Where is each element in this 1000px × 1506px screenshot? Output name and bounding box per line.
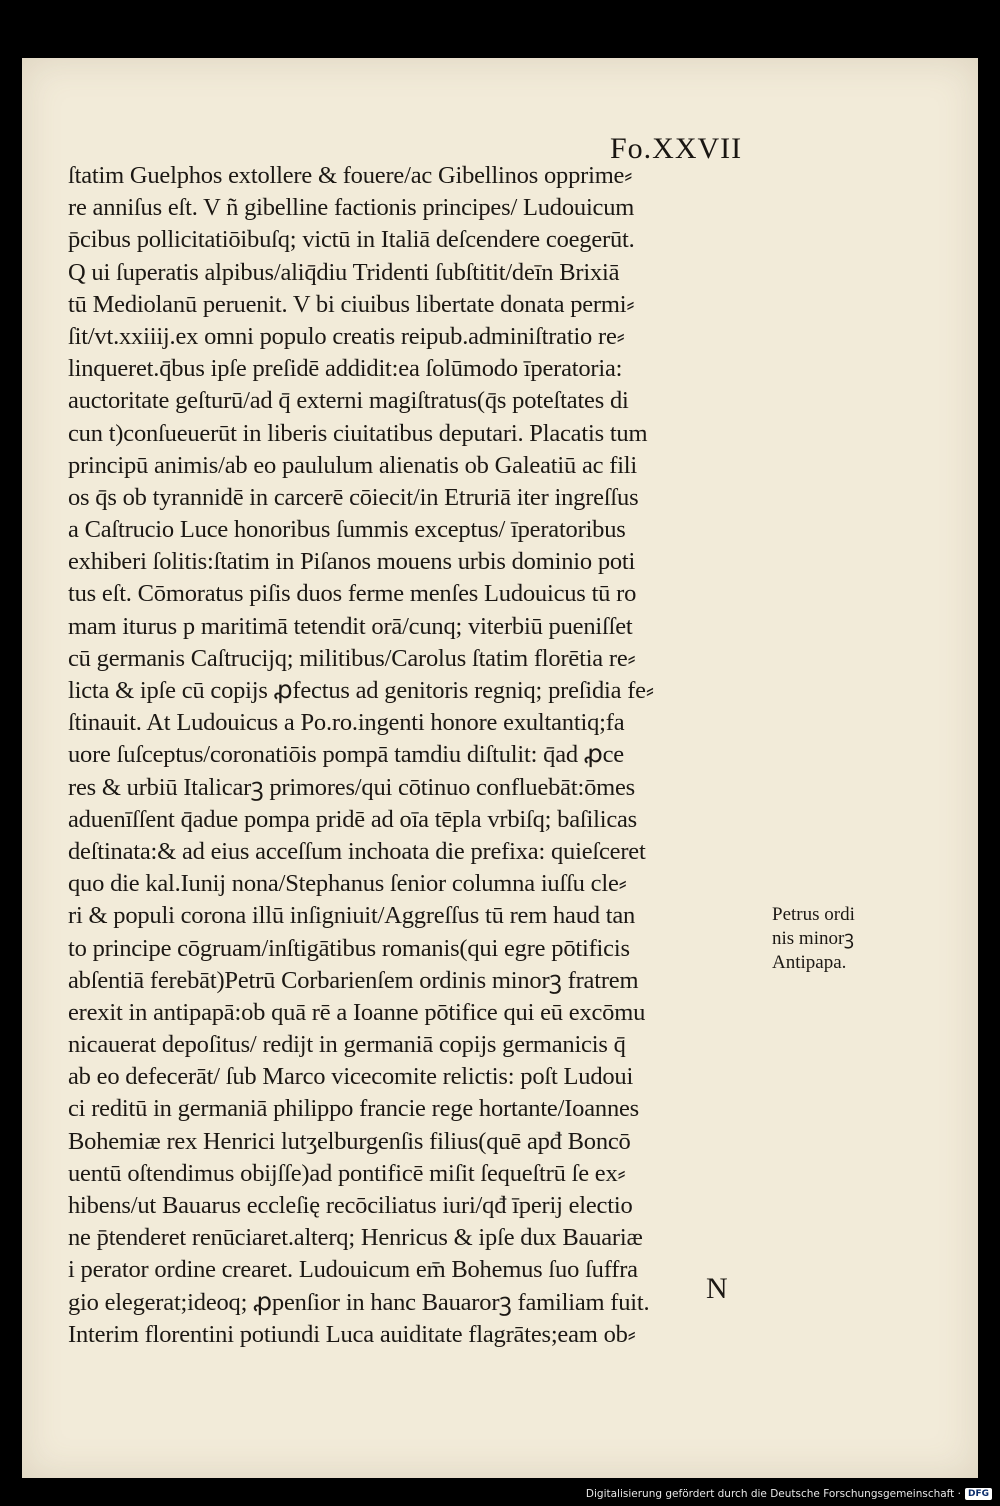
text-line: os q̄s ob tyrannidē in carcerē cōiecit/in Etruriā iter ingreſſus — [68, 483, 639, 511]
footer-text: Digitalisierung gefördert durch die Deutsche Forschungsgemeinschaft · — [585, 1488, 961, 1500]
text-line: Q ui ſuperatis alpibus/aliq̄diu Tridenti ſubſtitit/deīn Brixiā — [68, 258, 620, 286]
dfg-logo: DFG — [965, 1488, 992, 1500]
text-line: ab eo defecerāt/ ſub Marco vicecomite relictis: poſt Ludoui — [68, 1063, 634, 1091]
text-line: hibens/ut Bauarus eccleſię recōciliatus iuri/qđ īperij electio — [68, 1192, 633, 1219]
footer — [586, 1486, 992, 1502]
text-line: erexit in antipapā:ob quā rē a Ioanne pōtifice qui eū excōmu — [68, 998, 646, 1026]
text-line: auctoritate geſturū/ad q̄ externi magiſtratus(q̄s poteſtates di — [68, 387, 629, 415]
text-line: exhiberi ſolitis:ſtatim in Piſanos mouens urbis dominio poti — [68, 548, 636, 576]
text-line: uentū oſtendimus obijſſe)ad pontificē miſit ſequeſtrū ſe ex⸗ — [68, 1159, 626, 1187]
text-line: ne p̄tenderet renūciaret.alterq; Henricus & ipſe dux Bauariæ — [68, 1224, 643, 1252]
text-line: gio elegerat;ideoq; ꝓpenſior in hanc Bauarorꝫ familiam fuit. — [68, 1288, 650, 1316]
text-line: ri & populi corona illū inſigniuit/Aggreſſus tū rem haud tan — [68, 902, 636, 930]
margin-note-line: nis minorꝫ — [772, 928, 855, 949]
text-line: linqueret.q̄bus ipſe preſidē addidit:ea ſolūmodo īperatoria: — [68, 355, 623, 383]
text-line: quo die kal.Iunij nona/Stephanus ſenior columna iuſſu cle⸗ — [68, 870, 627, 898]
text-line: to principe cōgruam/inſtigātibus romanis(qui egre pōtificis — [68, 934, 630, 962]
text-line: ſtatim Guelphos extollere & fouere/ac Gibellinos opprime⸗ — [68, 162, 633, 189]
margin-note-line: Antipapa. — [772, 952, 847, 973]
folio-number: Fo.XXVII — [610, 132, 743, 165]
text-line: ſtinauit. At Ludouicus a Po.ro.ingenti honore exultantiq;fa — [68, 709, 625, 737]
text-line: tū Mediolanū peruenit. V bi ciuibus libertate donata permi⸗ — [68, 290, 635, 318]
text-line: abſentiā ferebāt)Petrū Corbarienſem ordinis minorꝫ fratrem — [68, 966, 639, 994]
text-line: licta & ipſe cū copijs ꝓfectus ad genitoris regniq; preſidia fe⸗ — [68, 677, 654, 704]
text-line: mam iturus p maritimā tetendit orā/cunq; viterbiū pueniſſet — [68, 612, 633, 640]
text-line: tus eſt. Cōmoratus piſis duos ferme menſes Ludouicus tū ro — [68, 580, 637, 608]
text-line: deſtinata:& ad eius acceſſum inchoata die prefixa: quieſceret — [68, 837, 646, 865]
signature-mark: N — [706, 1272, 728, 1305]
text-line: cū germanis Caſtrucijq; militibus/Carolus ſtatim florētia re⸗ — [68, 644, 636, 672]
margin-note-line: Petrus ordi — [772, 904, 855, 925]
text-line: uore ſuſceptus/coronatiōis pompā tamdiu diſtulit: q̄ad ꝓce — [68, 741, 624, 769]
margin-note — [772, 903, 912, 975]
text-line: p̄cibus pollicitatiōibuſq; victū in Italiā deſcendere coegerūt. — [68, 226, 635, 254]
main-text-block — [68, 160, 768, 1351]
text-line: ci reditū in germaniā philippo francie rege hortante/Ioannes — [68, 1095, 639, 1123]
text-line: principū animis/ab eo paululum alienatis ob Galeatiū ac fili — [68, 451, 638, 479]
text-line: res & urbiū Italicarꝫ primores/qui cōtinuo confluebāt:ōmes — [68, 773, 635, 801]
text-line: ſit/vt.xxiiij.ex omni populo creatis reipub.adminiſtratio re⸗ — [68, 322, 625, 350]
text-line: i perator ordine crearet. Ludouicum em̄ Bohemus ſuo ſuffra — [68, 1256, 638, 1284]
text-line: cun t)conſueuerūt in liberis ciuitatibus deputari. Placatis tum — [68, 419, 648, 447]
text-line: Interim florentini potiundi Luca auiditate flagrātes;eam ob⸗ — [68, 1320, 636, 1348]
text-line: nicauerat depoſitus/ redijt in germaniā copijs germanicis q̄ — [68, 1031, 626, 1059]
text-line: Bohemiæ rex Henrici lutʒelburgenſis filius(quē apđ Boncō — [68, 1127, 631, 1155]
text-line: a Caſtrucio Luce honoribus ſummis exceptus/ īperatoribus — [68, 516, 626, 544]
text-line: aduenīſſent q̄adue pompa pridē ad oīa tēpla vrbiſq; baſilicas — [68, 805, 638, 833]
text-line: re anniſus eſt. V ñ gibelline factionis principes/ Ludouicum — [68, 194, 635, 222]
